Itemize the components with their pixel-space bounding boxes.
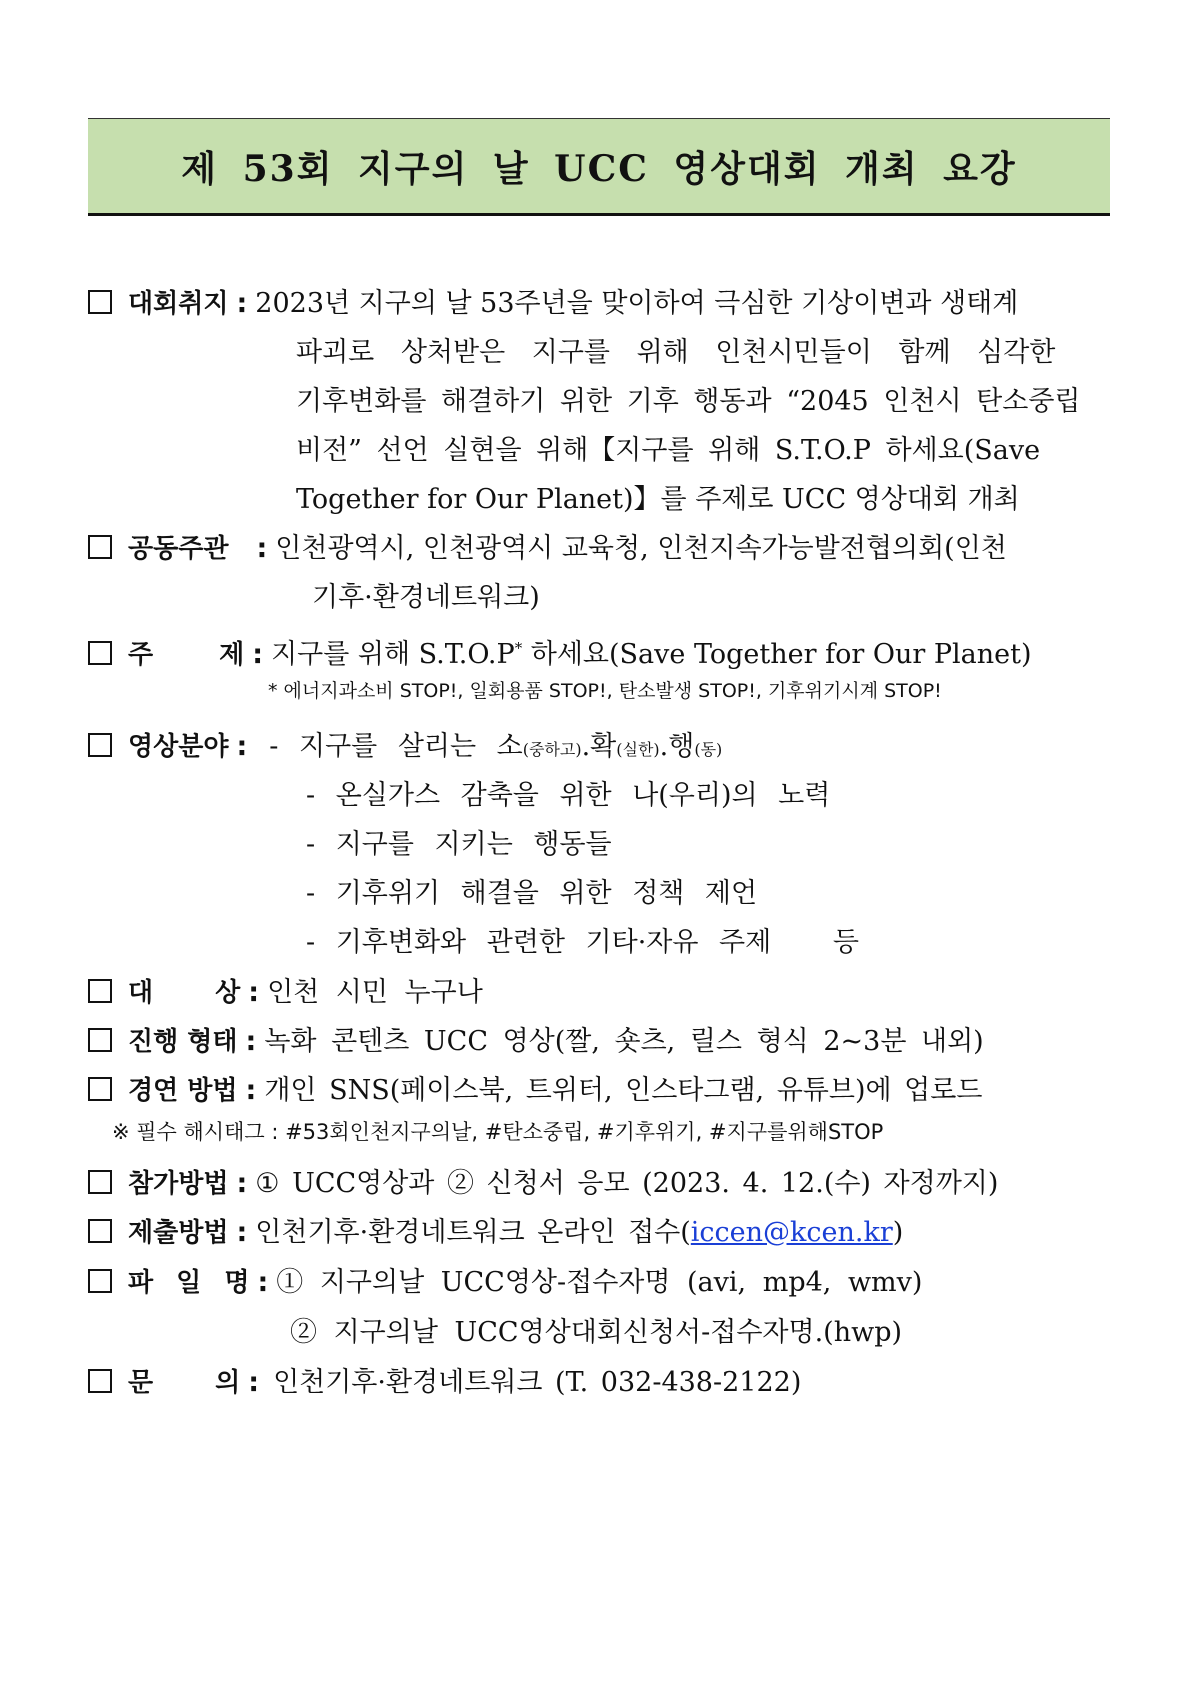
section-target xyxy=(88,968,483,1018)
footnote-mark: * xyxy=(514,639,523,657)
section-fields xyxy=(88,722,722,774)
filename-line-2-row xyxy=(290,1308,902,1357)
hashtag-note: ※ 필수 해시태그 : #53회인천지구의날, #탄소중립, #기후위기, #지구를위해STOP xyxy=(112,1120,884,1144)
separator: : xyxy=(248,977,260,1008)
section-label-a: 대 xyxy=(128,978,154,1008)
checkbox-icon xyxy=(88,535,112,559)
section-submit xyxy=(88,1208,903,1258)
separator: : xyxy=(245,1075,257,1106)
separator: : xyxy=(236,731,248,762)
fields-item-2: - 온실가스 감축을 위한 나(우리)의 노력 xyxy=(306,780,831,811)
section-theme xyxy=(88,624,1032,680)
apply-text: ① UCC영상과 ② 신청서 응모 (2023. 4. 12.(수) 자정까지) xyxy=(255,1168,999,1199)
separator: : xyxy=(236,1217,248,1248)
contact-text: 인천기후·환경네트워크 (T. 032-438-2122) xyxy=(273,1367,802,1398)
format-text: 녹화 콘텐츠 UCC 영상(짤, 숏츠, 릴스 형식 2~3분 내외) xyxy=(264,1026,984,1057)
submit-text-before: 인천기후·환경네트워크 온라인 접수( xyxy=(255,1217,691,1248)
title-banner xyxy=(88,118,1110,216)
separator: : xyxy=(236,288,248,319)
checkbox-icon xyxy=(88,290,112,314)
purpose-line-3: 기후변화를 해결하기 위한 기후 행동과 “2045 인천시 탄소중립 xyxy=(296,386,1081,417)
filename-line-2: ② 지구의날 UCC영상대회신청서-접수자명.(hwp) xyxy=(290,1317,903,1348)
fields-item-2-row xyxy=(306,771,830,820)
method-text: 개인 SNS(페이스북, 트위터, 인스타그램, 유튜브)에 업로드 xyxy=(264,1075,983,1106)
fields-item-3: - 지구를 지키는 행동들 xyxy=(306,829,612,860)
checkbox-icon xyxy=(88,979,112,1003)
organizers-line-2-row xyxy=(312,573,540,622)
section-purpose xyxy=(88,279,1018,329)
theme-footnote: * 에너지과소비 STOP!, 일회용품 STOP!, 탄소발생 STOP!, 기후위기시계 STOP! xyxy=(268,680,942,702)
checkbox-icon xyxy=(88,733,112,757)
checkbox-icon xyxy=(88,1170,112,1194)
fields-item-1e: .행 xyxy=(659,731,695,762)
section-label: 대회취지 xyxy=(128,289,229,319)
section-label: 진행 형태 xyxy=(128,1027,238,1057)
section-label: 파 일 명 xyxy=(128,1268,250,1298)
fields-item-1f: (동) xyxy=(694,740,723,759)
section-label: 공동주관 xyxy=(128,534,229,564)
fields-item-5: - 기후변화와 관련한 기타·자유 주제 등 xyxy=(306,927,860,958)
section-label-b: 의 xyxy=(215,1368,241,1398)
section-apply xyxy=(88,1159,998,1209)
section-label-b: 상 xyxy=(215,978,241,1008)
section-label: 참가방법 xyxy=(128,1169,229,1199)
purpose-line-3-row xyxy=(296,377,1080,426)
separator: : xyxy=(257,1267,269,1298)
purpose-line-4: 비전” 선언 실현을 위해【지구를 위해 S.T.O.P 하세요(Save xyxy=(296,435,1041,466)
section-organizers xyxy=(88,524,1007,574)
organizers-line-2: 기후·환경네트워크) xyxy=(312,582,540,613)
fields-item-1b: (중하고) xyxy=(522,740,582,759)
checkbox-icon xyxy=(88,1269,112,1293)
submit-text-after: ) xyxy=(892,1217,904,1248)
organizers-line-1: 인천광역시, 인천광역시 교육청, 인천지속가능발전협의회(인천 xyxy=(275,533,1007,564)
fields-item-4: - 기후위기 해결을 위한 정책 제언 xyxy=(306,878,758,909)
theme-text-before: 지구를 위해 S.T.O.P xyxy=(271,639,515,670)
checkbox-icon xyxy=(88,641,112,665)
purpose-line-5-row xyxy=(296,475,1020,524)
section-label-b: 제 xyxy=(219,640,245,670)
section-filename xyxy=(88,1258,922,1308)
purpose-line-2-row xyxy=(296,328,1055,377)
checkbox-icon xyxy=(88,1077,112,1101)
section-label-a: 문 xyxy=(128,1368,154,1398)
page-title: 제 53회 지구의 날 UCC 영상대회 개최 요강 xyxy=(181,147,1017,190)
fields-item-4-row xyxy=(306,869,757,918)
section-label: 영상분야 xyxy=(128,732,229,762)
separator: : xyxy=(236,1168,248,1199)
section-label-a: 주 xyxy=(128,640,154,670)
fields-item-1c: .확 xyxy=(581,731,617,762)
checkbox-icon xyxy=(88,1028,112,1052)
theme-text-after: 하세요(Save Together for Our Planet) xyxy=(522,639,1032,670)
purpose-line-5: Together for Our Planet)】를 주제로 UCC 영상대회 개최 xyxy=(296,484,1020,515)
fields-item-5-row xyxy=(306,918,859,967)
separator: : xyxy=(252,639,264,670)
checkbox-icon xyxy=(88,1369,112,1393)
separator: : xyxy=(245,1026,257,1057)
email-link[interactable]: iccen@kcen.kr xyxy=(690,1217,893,1248)
section-contact xyxy=(88,1358,801,1408)
checkbox-icon xyxy=(88,1219,112,1243)
section-method xyxy=(88,1066,982,1116)
separator: : xyxy=(256,533,268,564)
section-label: 제출방법 xyxy=(128,1218,229,1248)
section-format xyxy=(88,1017,984,1067)
purpose-line-4-row xyxy=(296,426,1040,475)
fields-item-3-row xyxy=(306,820,612,869)
purpose-line-2: 파괴로 상처받은 지구를 위해 인천시민들이 함께 심각한 xyxy=(296,337,1056,368)
purpose-line-1: 2023년 지구의 날 53주년을 맞이하여 극심한 기상이변과 생태계 xyxy=(255,288,1019,319)
filename-line-1: ① 지구의날 UCC영상-접수자명 (avi, mp4, wmv) xyxy=(276,1267,923,1298)
target-text: 인천 시민 누구나 xyxy=(267,977,483,1008)
fields-item-1d: (실한) xyxy=(616,740,660,759)
separator: : xyxy=(248,1367,260,1398)
section-label: 경연 방법 xyxy=(128,1076,238,1106)
fields-item-1a: - 지구를 살리는 소 xyxy=(269,731,523,762)
